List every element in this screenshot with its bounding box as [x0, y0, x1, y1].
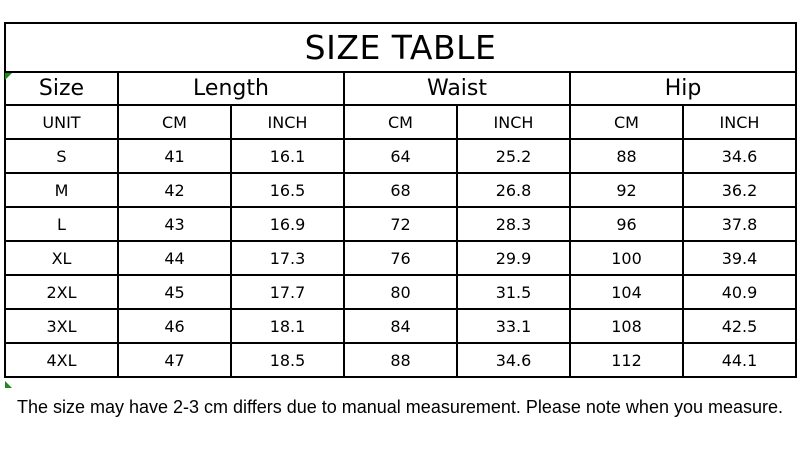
unit-cell: CM [570, 105, 683, 139]
measurement-cell: 104 [570, 275, 683, 309]
measurement-cell: 39.4 [683, 241, 796, 275]
measurement-cell: 16.9 [231, 207, 344, 241]
size-label-cell: 2XL [5, 275, 118, 309]
size-label-cell: 4XL [5, 343, 118, 377]
measurement-cell: 88 [570, 139, 683, 173]
size-label-cell: S [5, 139, 118, 173]
column-header-length: Length [118, 72, 344, 105]
measurement-cell: 44.1 [683, 343, 796, 377]
unit-cell: CM [118, 105, 231, 139]
measurement-cell: 64 [344, 139, 457, 173]
measurement-cell: 25.2 [457, 139, 570, 173]
measurement-cell: 34.6 [683, 139, 796, 173]
measurement-note: The size may have 2-3 cm differs due to manual measurement. Please note when you measure. [16, 397, 784, 417]
measurement-cell: 42 [118, 173, 231, 207]
table-row [5, 309, 796, 343]
measurement-cell: 43 [118, 207, 231, 241]
measurement-cell: 100 [570, 241, 683, 275]
size-label-cell: 3XL [5, 309, 118, 343]
column-header-size: Size [5, 72, 118, 105]
table-row [5, 275, 796, 309]
measurement-cell: 26.8 [457, 173, 570, 207]
measurement-cell: 18.1 [231, 309, 344, 343]
column-header-waist: Waist [344, 72, 570, 105]
unit-cell: INCH [683, 105, 796, 139]
size-table [4, 22, 797, 378]
size-label-cell: M [5, 173, 118, 207]
size-label-cell: L [5, 207, 118, 241]
measurement-cell: 17.7 [231, 275, 344, 309]
size-label-cell: XL [5, 241, 118, 275]
measurement-cell: 72 [344, 207, 457, 241]
measurement-cell: 108 [570, 309, 683, 343]
title-row [5, 23, 796, 72]
table-row [5, 207, 796, 241]
measurement-cell: 92 [570, 173, 683, 207]
measurement-cell: 47 [118, 343, 231, 377]
measurement-cell: 17.3 [231, 241, 344, 275]
measurement-cell: 76 [344, 241, 457, 275]
measurement-cell: 28.3 [457, 207, 570, 241]
measurement-cell: 45 [118, 275, 231, 309]
measurement-cell: 40.9 [683, 275, 796, 309]
measurement-cell: 16.5 [231, 173, 344, 207]
measurement-cell: 36.2 [683, 173, 796, 207]
measurement-cell: 31.5 [457, 275, 570, 309]
column-header-hip: Hip [570, 72, 796, 105]
measurement-cell: 16.1 [231, 139, 344, 173]
measurement-cell: 88 [344, 343, 457, 377]
measurement-cell: 112 [570, 343, 683, 377]
measurement-cell: 29.9 [457, 241, 570, 275]
unit-header-row [5, 105, 796, 139]
unit-cell: INCH [457, 105, 570, 139]
table-row [5, 139, 796, 173]
unit-cell: INCH [231, 105, 344, 139]
measurement-cell: 41 [118, 139, 231, 173]
table-row [5, 343, 796, 377]
measurement-cell: 44 [118, 241, 231, 275]
measurement-cell: 37.8 [683, 207, 796, 241]
measurement-cell: 33.1 [457, 309, 570, 343]
table-row [5, 173, 796, 207]
unit-cell: CM [344, 105, 457, 139]
excel-corner-marker-icon [5, 381, 12, 388]
unit-label-cell: UNIT [5, 105, 118, 139]
measurement-cell: 84 [344, 309, 457, 343]
measurement-cell: 42.5 [683, 309, 796, 343]
measurement-cell: 34.6 [457, 343, 570, 377]
table-title: SIZE TABLE [5, 23, 796, 72]
measurement-cell: 18.5 [231, 343, 344, 377]
measurement-cell: 68 [344, 173, 457, 207]
measurement-cell: 80 [344, 275, 457, 309]
measurement-cell: 46 [118, 309, 231, 343]
table-row [5, 241, 796, 275]
measurement-cell: 96 [570, 207, 683, 241]
group-header-row [5, 72, 796, 105]
